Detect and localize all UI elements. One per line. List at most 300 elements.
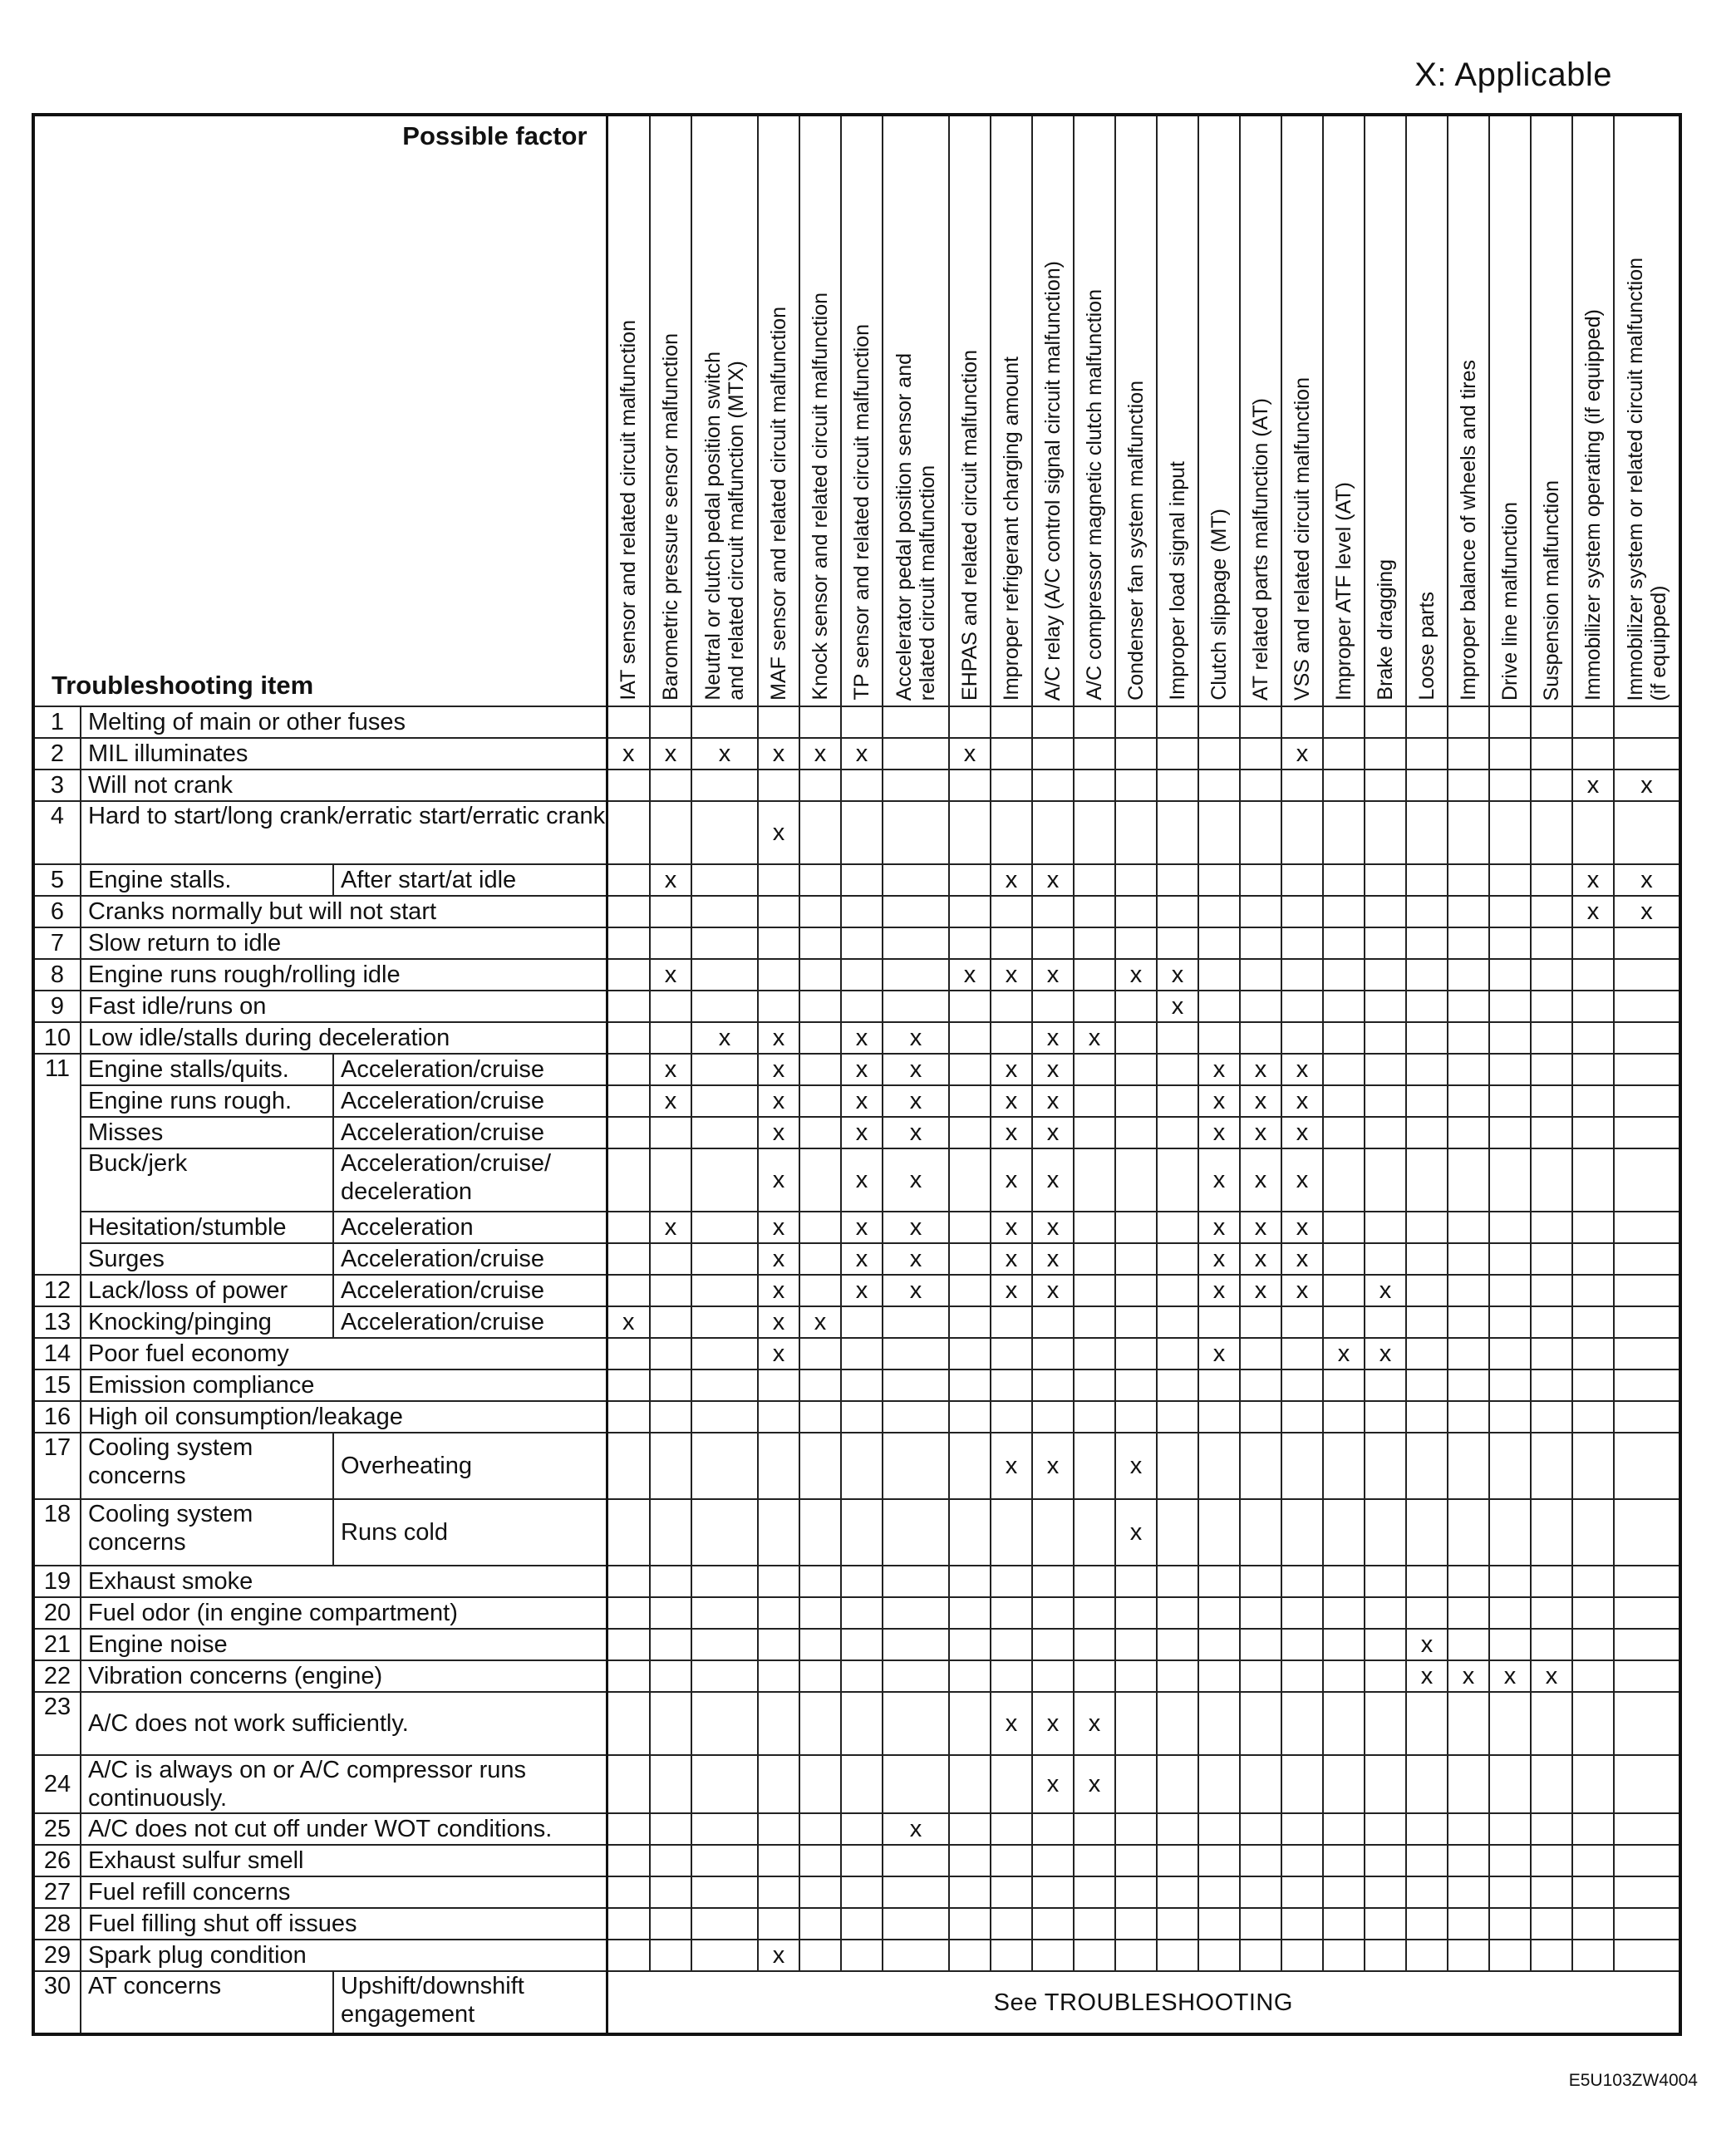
- applicable-mark: x: [758, 801, 799, 864]
- factor-cell: [1365, 1845, 1406, 1876]
- factor-cell: [691, 1692, 758, 1755]
- factor-cell: [1198, 738, 1240, 770]
- factor-cell: [991, 706, 1032, 738]
- factor-label: [1581, 309, 1605, 701]
- factor-cell: [1198, 1845, 1240, 1876]
- factor-cell: [1281, 1338, 1323, 1369]
- table-row: [33, 991, 1680, 1022]
- applicable-mark: x: [758, 1275, 799, 1306]
- troubleshooting-item: Spark plug condition: [81, 1940, 607, 1971]
- factor-cell: [1614, 1243, 1680, 1275]
- troubleshooting-item: Hesitation/stumble: [81, 1212, 333, 1243]
- troubleshooting-condition: Acceleration/cruise: [333, 1054, 607, 1085]
- factor-cell: [1115, 1117, 1157, 1148]
- factor-cell: [841, 1566, 883, 1597]
- factor-cell: [607, 1597, 650, 1629]
- table-row: [33, 1566, 1680, 1597]
- factor-cell: [691, 1566, 758, 1597]
- factor-cell: [1323, 959, 1365, 991]
- applicable-mark: x: [1281, 1085, 1323, 1117]
- factor-cell: [949, 1212, 991, 1243]
- factor-cell: [1448, 1212, 1489, 1243]
- factor-cell: [1074, 1845, 1115, 1876]
- applicable-mark: x: [650, 738, 691, 770]
- factor-header-13: [1157, 115, 1198, 706]
- factor-label: [1124, 381, 1148, 701]
- factor-cell: [758, 1660, 799, 1692]
- factor-cell: [1614, 1499, 1680, 1566]
- factor-cell: [1032, 1813, 1074, 1845]
- factor-cell: [1323, 1876, 1365, 1908]
- factor-cell: [1489, 991, 1531, 1022]
- factor-cell: [1572, 1243, 1614, 1275]
- factor-label: [850, 324, 873, 701]
- factor-cell: [1323, 1940, 1365, 1971]
- factor-cell: [1074, 1940, 1115, 1971]
- factor-cell: [1074, 1401, 1115, 1433]
- factor-cell: [1281, 927, 1323, 959]
- factor-cell: [1115, 1597, 1157, 1629]
- troubleshooting-item: Buck/jerk: [81, 1148, 333, 1212]
- applicable-mark: x: [883, 1148, 949, 1212]
- factor-cell: [949, 1876, 991, 1908]
- factor-cell: [650, 1597, 691, 1629]
- table-row: [33, 1692, 1680, 1755]
- factor-cell: [607, 706, 650, 738]
- row-number: 25: [33, 1813, 81, 1845]
- applicable-mark: x: [1365, 1275, 1406, 1306]
- factor-cell: [799, 1813, 841, 1845]
- factor-cell: [1074, 1275, 1115, 1306]
- factor-cell: [1489, 864, 1531, 896]
- factor-cell: [949, 1369, 991, 1401]
- factor-cell: [1448, 864, 1489, 896]
- figure-code: E5U103ZW4004: [1568, 2071, 1698, 2090]
- applicable-mark: x: [1032, 1755, 1074, 1813]
- factor-cell: [758, 1499, 799, 1566]
- factor-cell: [1489, 1755, 1531, 1813]
- possible-factor-label: Possible factor: [402, 121, 588, 150]
- factor-cell: [1074, 1054, 1115, 1085]
- factor-cell: [1531, 1940, 1572, 1971]
- factor-cell: [883, 1433, 949, 1499]
- factor-cell: [1614, 801, 1680, 864]
- factor-cell: [991, 770, 1032, 801]
- applicable-mark: x: [883, 1022, 949, 1054]
- factor-cell: [1074, 959, 1115, 991]
- factor-cell: [1198, 1755, 1240, 1813]
- factor-cell: [1074, 1597, 1115, 1629]
- factor-cell: [1281, 1022, 1323, 1054]
- troubleshooting-item: Engine runs rough/rolling idle: [81, 959, 607, 991]
- factor-cell: [691, 1876, 758, 1908]
- factor-cell: [1365, 1243, 1406, 1275]
- factor-cell: [1531, 1755, 1572, 1813]
- factor-cell: [691, 1338, 758, 1369]
- factor-cell: [799, 706, 841, 738]
- troubleshooting-item: Slow return to idle: [81, 927, 607, 959]
- factor-cell: [650, 1433, 691, 1499]
- factor-cell: [799, 1660, 841, 1692]
- factor-cell: [1323, 1433, 1365, 1499]
- factor-cell: [949, 1433, 991, 1499]
- factor-cell: [650, 706, 691, 738]
- factor-cell: [1198, 1692, 1240, 1755]
- troubleshooting-item: Fast idle/runs on: [81, 991, 607, 1022]
- factor-cell: [607, 1566, 650, 1597]
- factor-cell: [1531, 1243, 1572, 1275]
- factor-cell: [1406, 1243, 1448, 1275]
- factor-cell: [1406, 1275, 1448, 1306]
- factor-cell: [883, 706, 949, 738]
- factor-cell: [1489, 1369, 1531, 1401]
- troubleshooting-condition: Runs cold: [333, 1499, 607, 1566]
- factor-cell: [607, 801, 650, 864]
- factor-cell: [1406, 864, 1448, 896]
- factor-cell: [883, 1401, 949, 1433]
- factor-cell: [1157, 1022, 1198, 1054]
- factor-cell: [607, 959, 650, 991]
- factor-cell: [949, 1660, 991, 1692]
- factor-cell: [799, 1940, 841, 1971]
- factor-cell: [691, 1629, 758, 1660]
- factor-cell: [841, 1629, 883, 1660]
- factor-cell: [1614, 1755, 1680, 1813]
- applicable-mark: x: [991, 1148, 1032, 1212]
- factor-cell: [1531, 706, 1572, 738]
- factor-cell: [1489, 1275, 1531, 1306]
- applicable-mark: x: [991, 1085, 1032, 1117]
- factor-cell: [1365, 1629, 1406, 1660]
- table-row: [33, 1499, 1680, 1566]
- factor-cell: [691, 991, 758, 1022]
- factor-cell: [1281, 1845, 1323, 1876]
- factor-cell: [949, 1085, 991, 1117]
- factor-cell: [1572, 1566, 1614, 1597]
- factor-cell: [1115, 864, 1157, 896]
- factor-cell: [650, 1338, 691, 1369]
- factor-cell: [1240, 1629, 1281, 1660]
- troubleshooting-item: Cooling system concerns: [81, 1433, 333, 1499]
- factor-cell: [607, 1876, 650, 1908]
- applicable-mark: x: [1240, 1243, 1281, 1275]
- factor-cell: [949, 1755, 991, 1813]
- factor-cell: [949, 1338, 991, 1369]
- factor-cell: [1448, 1433, 1489, 1499]
- factor-cell: [1365, 1433, 1406, 1499]
- factor-cell: [841, 864, 883, 896]
- factor-cell: [841, 896, 883, 927]
- factor-header-22: [1531, 115, 1572, 706]
- applicable-mark: x: [1198, 1054, 1240, 1085]
- row-number: 1: [33, 706, 81, 738]
- applicable-mark: x: [1157, 959, 1198, 991]
- factor-label: [1083, 289, 1106, 701]
- factor-cell: [1323, 1755, 1365, 1813]
- factor-cell: [1365, 927, 1406, 959]
- factor-label-line: Clutch slippage (MT): [1207, 509, 1232, 701]
- factor-cell: [1198, 1306, 1240, 1338]
- factor-cell: [1281, 1940, 1323, 1971]
- factor-cell: [1614, 1433, 1680, 1499]
- factor-cell: [949, 1499, 991, 1566]
- factor-cell: [799, 1275, 841, 1306]
- table-row: [33, 706, 1680, 738]
- factor-cell: [799, 1597, 841, 1629]
- factor-cell: [650, 896, 691, 927]
- factor-cell: [1157, 927, 1198, 959]
- factor-label-line: Immobilizer system or related circuit malfunction: [1623, 257, 1647, 701]
- factor-cell: [607, 770, 650, 801]
- troubleshooting-item: Engine stalls/quits.: [81, 1054, 333, 1085]
- factor-cell: [1614, 1629, 1680, 1660]
- factor-cell: [991, 1022, 1032, 1054]
- factor-cell: [650, 1908, 691, 1940]
- factor-cell: [1531, 1692, 1572, 1755]
- factor-cell: [1448, 1566, 1489, 1597]
- factor-cell: [1240, 1597, 1281, 1629]
- factor-cell: [1531, 1022, 1572, 1054]
- row-number: 3: [33, 770, 81, 801]
- factor-cell: [1323, 1243, 1365, 1275]
- factor-cell: [883, 1660, 949, 1692]
- factor-cell: [1074, 1212, 1115, 1243]
- factor-cell: [691, 706, 758, 738]
- factor-cell: [991, 1369, 1032, 1401]
- factor-cell: [1406, 1755, 1448, 1813]
- applicable-mark: x: [1032, 1117, 1074, 1148]
- factor-cell: [799, 1629, 841, 1660]
- factor-cell: [1489, 770, 1531, 801]
- applicable-mark: x: [650, 959, 691, 991]
- factor-cell: [1198, 1908, 1240, 1940]
- factor-cell: [691, 1660, 758, 1692]
- factor-cell: [1198, 1499, 1240, 1566]
- applicable-mark: x: [1572, 770, 1614, 801]
- factor-cell: [650, 801, 691, 864]
- row-number: 21: [33, 1629, 81, 1660]
- factor-cell: [1074, 770, 1115, 801]
- factor-cell: [991, 927, 1032, 959]
- factor-cell: [607, 1054, 650, 1085]
- factor-cell: [1489, 1054, 1531, 1085]
- factor-cell: [1614, 959, 1680, 991]
- factor-cell: [1074, 1660, 1115, 1692]
- factor-cell: [1323, 1306, 1365, 1338]
- factor-cell: [841, 770, 883, 801]
- factor-label-line: related circuit malfunction: [916, 465, 940, 701]
- factor-cell: [1365, 1306, 1406, 1338]
- factor-cell: [1115, 927, 1157, 959]
- factor-cell: [650, 1148, 691, 1212]
- factor-cell: [650, 1813, 691, 1845]
- applicable-mark: x: [883, 1085, 949, 1117]
- factor-cell: [1448, 738, 1489, 770]
- applicable-mark: x: [841, 1275, 883, 1306]
- factor-cell: [1531, 1338, 1572, 1369]
- factor-cell: [1448, 770, 1489, 801]
- factor-cell: [1614, 1940, 1680, 1971]
- factor-cell: [1157, 1940, 1198, 1971]
- factor-cell: [758, 1908, 799, 1940]
- factor-cell: [1448, 896, 1489, 927]
- factor-cell: [799, 927, 841, 959]
- factor-header-2: [650, 115, 691, 706]
- row-number: 28: [33, 1908, 81, 1940]
- table-row: [33, 1660, 1680, 1692]
- factor-cell: [799, 801, 841, 864]
- factor-cell: [1032, 927, 1074, 959]
- factor-header-18: [1365, 115, 1406, 706]
- factor-cell: [691, 1243, 758, 1275]
- row-number: 29: [33, 1940, 81, 1971]
- factor-cell: [1157, 1845, 1198, 1876]
- factor-label-line: Improper ATF level (AT): [1332, 481, 1356, 701]
- factor-cell: [1531, 1629, 1572, 1660]
- factor-label-line: Suspension malfunction: [1540, 479, 1564, 701]
- factor-cell: [1032, 1629, 1074, 1660]
- factor-cell: [1115, 706, 1157, 738]
- applicable-mark: x: [1323, 1338, 1365, 1369]
- factor-cell: [1198, 801, 1240, 864]
- factor-label-line: A/C relay (A/C control signal circuit malfunction): [1041, 260, 1065, 701]
- factor-cell: [949, 1306, 991, 1338]
- factor-cell: [1406, 770, 1448, 801]
- factor-cell: [1406, 1085, 1448, 1117]
- applicable-mark: x: [841, 1212, 883, 1243]
- factor-cell: [883, 1369, 949, 1401]
- factor-cell: [1531, 1401, 1572, 1433]
- applicable-mark: x: [1448, 1660, 1489, 1692]
- factor-cell: [1489, 1876, 1531, 1908]
- factor-cell: [1115, 738, 1157, 770]
- factor-cell: [1614, 1306, 1680, 1338]
- factor-cell: [1323, 1275, 1365, 1306]
- factor-cell: [1448, 1940, 1489, 1971]
- factor-cell: [1448, 1692, 1489, 1755]
- applicable-mark: x: [991, 864, 1032, 896]
- factor-cell: [1489, 1433, 1531, 1499]
- factor-cell: [883, 1306, 949, 1338]
- factor-cell: [758, 896, 799, 927]
- factor-label-line: AT related parts malfunction (AT): [1249, 397, 1273, 701]
- factor-cell: [1157, 1243, 1198, 1275]
- applicable-mark: x: [1032, 864, 1074, 896]
- factor-cell: [1115, 1022, 1157, 1054]
- factor-cell: [1572, 1275, 1614, 1306]
- applicable-mark: x: [1572, 864, 1614, 896]
- factor-header-24: [1614, 115, 1680, 706]
- factor-cell: [650, 1940, 691, 1971]
- factor-cell: [1074, 1306, 1115, 1338]
- factor-cell: [1157, 1597, 1198, 1629]
- factor-cell: [1365, 1940, 1406, 1971]
- factor-cell: [1032, 1338, 1074, 1369]
- applicable-mark: x: [991, 1275, 1032, 1306]
- factor-cell: [1572, 1813, 1614, 1845]
- applicable-mark: x: [1157, 991, 1198, 1022]
- factor-cell: [1157, 770, 1198, 801]
- factor-cell: [758, 1755, 799, 1813]
- table-row: [33, 1755, 1680, 1813]
- applicable-mark: x: [883, 1243, 949, 1275]
- applicable-mark: x: [1032, 1433, 1074, 1499]
- factor-cell: [1572, 1660, 1614, 1692]
- factor-cell: [1115, 1940, 1157, 1971]
- factor-cell: [691, 1597, 758, 1629]
- factor-cell: [758, 1566, 799, 1597]
- applicable-mark: x: [991, 1433, 1032, 1499]
- factor-cell: [1198, 1629, 1240, 1660]
- factor-cell: [1406, 1306, 1448, 1338]
- factor-cell: [1323, 1660, 1365, 1692]
- applicable-mark: x: [883, 1054, 949, 1085]
- factor-cell: [1115, 1845, 1157, 1876]
- factor-cell: [1074, 1908, 1115, 1940]
- applicable-mark: x: [1281, 1148, 1323, 1212]
- factor-cell: [1157, 896, 1198, 927]
- factor-cell: [1157, 1117, 1198, 1148]
- factor-cell: [1240, 706, 1281, 738]
- applicable-mark: x: [1406, 1660, 1448, 1692]
- factor-cell: [758, 1629, 799, 1660]
- factor-cell: [607, 896, 650, 927]
- factor-cell: [1032, 738, 1074, 770]
- factor-cell: [1323, 1212, 1365, 1243]
- factor-cell: [1448, 1369, 1489, 1401]
- factor-cell: [883, 1499, 949, 1566]
- troubleshooting-condition: Acceleration/cruise: [333, 1085, 607, 1117]
- factor-cell: [1115, 1908, 1157, 1940]
- factor-cell: [650, 991, 691, 1022]
- factor-cell: [883, 1597, 949, 1629]
- factor-cell: [1406, 1499, 1448, 1566]
- factor-cell: [883, 991, 949, 1022]
- factor-cell: [841, 1755, 883, 1813]
- factor-label-line: Condenser fan system malfunction: [1124, 381, 1148, 701]
- factor-cell: [841, 991, 883, 1022]
- factor-cell: [650, 1755, 691, 1813]
- factor-cell: [1323, 1566, 1365, 1597]
- factor-cell: [883, 801, 949, 864]
- factor-cell: [1572, 959, 1614, 991]
- factor-cell: [1406, 927, 1448, 959]
- factor-cell: [1323, 1085, 1365, 1117]
- table-row: [33, 1813, 1680, 1845]
- factor-cell: [1531, 1212, 1572, 1243]
- factor-cell: [1448, 959, 1489, 991]
- factor-label-line: VSS and related circuit malfunction: [1291, 376, 1315, 701]
- factor-cell: [949, 864, 991, 896]
- factor-cell: [883, 1629, 949, 1660]
- factor-cell: [949, 1940, 991, 1971]
- factor-cell: [1406, 1338, 1448, 1369]
- table-row: [33, 864, 1680, 896]
- factor-cell: [1074, 927, 1115, 959]
- applicable-mark: x: [607, 738, 650, 770]
- factor-cell: [1074, 896, 1115, 927]
- factor-header-14: [1198, 115, 1240, 706]
- factor-cell: [1323, 770, 1365, 801]
- applicable-mark: x: [1240, 1148, 1281, 1212]
- factor-cell: [1572, 801, 1614, 864]
- factor-cell: [841, 1660, 883, 1692]
- factor-label-line: IAT sensor and related circuit malfunction: [617, 320, 641, 701]
- applicable-mark: x: [758, 1054, 799, 1085]
- factor-cell: [1365, 1876, 1406, 1908]
- applicable-mark: x: [758, 1243, 799, 1275]
- header-corner: [33, 115, 607, 706]
